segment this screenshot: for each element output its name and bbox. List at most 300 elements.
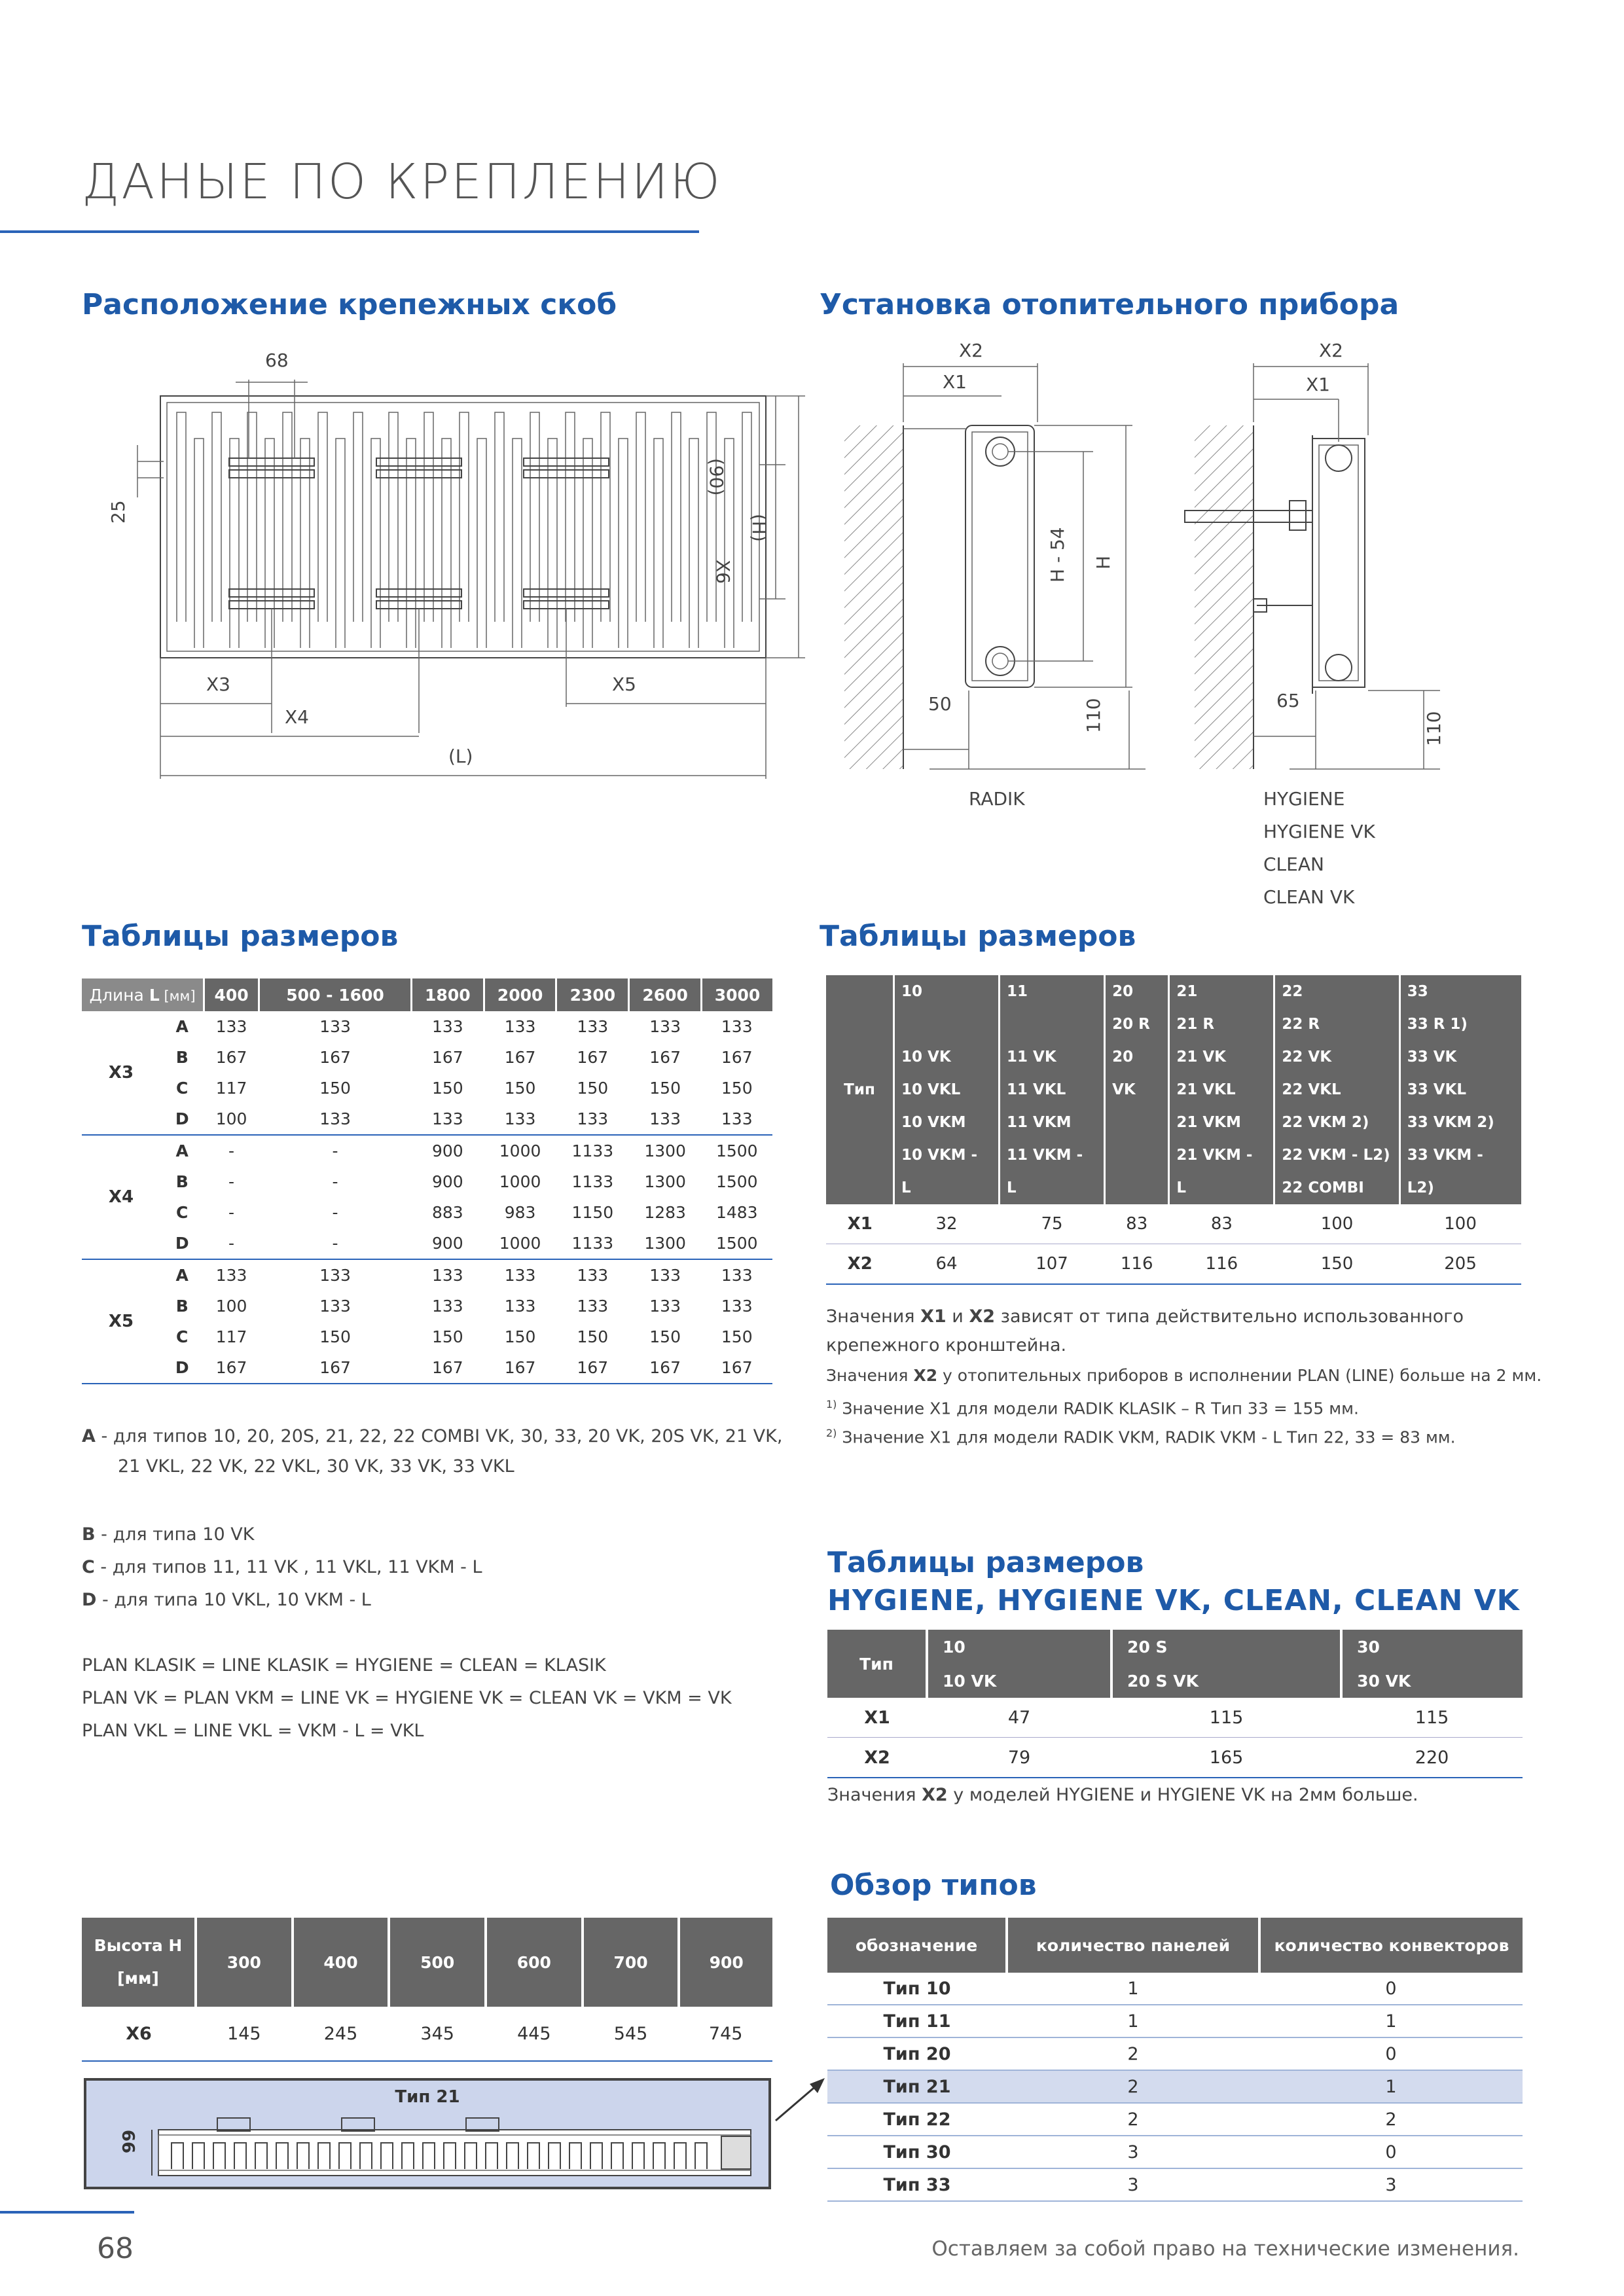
footer-note: Оставляем за собой право на технические изменения. — [931, 2237, 1519, 2261]
table-cell: 133 — [721, 1266, 753, 1285]
table-cell: 133 — [431, 1266, 463, 1285]
footnote-2: $^{2)}$ Значение X1 для модели RADIK VKM, RADIK VKM - L Тип 22, 33 = 83 мм. — [826, 1427, 1456, 1447]
table-cell: 1 — [1007, 1973, 1259, 2005]
hygiene-col: 10 VK — [927, 1664, 1111, 1698]
convector-fin — [353, 412, 363, 622]
table-cell: 64 — [894, 1244, 1000, 1285]
table-cell: 1000 — [484, 1228, 556, 1259]
convector-fin — [513, 439, 522, 648]
table-cell: 133 — [577, 1266, 609, 1285]
table-cell: 2 — [1007, 2103, 1259, 2136]
hygiene-col: 20 S — [1111, 1630, 1341, 1664]
col-header: 2300 — [556, 978, 629, 1011]
convector-fin — [672, 412, 681, 622]
table-row — [82, 1011, 772, 1042]
table-cell: 1500 — [715, 1172, 758, 1191]
table-cell: 167 — [629, 1352, 702, 1384]
type-column-21 — [1169, 975, 1274, 1204]
label-hygiene-vk: HYGIENE VK — [1263, 821, 1375, 842]
table-cell: 133 — [215, 1266, 247, 1285]
type-column-line: 33 VKM - L2) — [1407, 1147, 1483, 1196]
table-cell: 1 — [1007, 2005, 1259, 2037]
table-cell: 167 — [484, 1352, 556, 1384]
type-column-line: 10 VKM - L — [901, 1147, 978, 1196]
table-cell: 167 — [556, 1352, 629, 1384]
inset-dim-66: 66 — [118, 2129, 138, 2154]
dim-65: 65 — [1276, 690, 1300, 711]
table-cell: - — [332, 1172, 338, 1191]
hygiene-col: 20 S VK — [1111, 1664, 1341, 1698]
hygiene-corner: Тип — [827, 1630, 927, 1698]
height-col: 700 — [583, 1918, 679, 2007]
convector-fin — [530, 412, 539, 622]
table-cell: 3 — [1007, 2136, 1259, 2168]
table-cell: 133 — [411, 1103, 484, 1135]
type-column-10 — [894, 975, 1000, 1204]
table-cell: 167 — [259, 1352, 412, 1384]
convector-fin — [619, 439, 628, 648]
convector-fin — [689, 439, 698, 648]
table-cell: 150 — [319, 1327, 351, 1346]
table-cell: - — [204, 1228, 259, 1259]
type-column-line: 11 VK — [1007, 1049, 1056, 1066]
convector-fin — [194, 439, 204, 648]
row-key: D — [160, 1228, 204, 1259]
col-header: 500 - 1600 — [259, 978, 412, 1011]
overview-header: количество панелей — [1007, 1918, 1259, 1973]
table-cell: 2 — [1259, 2103, 1523, 2136]
convector-fin — [424, 412, 433, 622]
type-column-line: 33 VK — [1407, 1049, 1457, 1066]
table-row — [82, 1291, 772, 1321]
convector-fin — [283, 412, 292, 622]
dim-68: 68 — [265, 350, 289, 371]
arrow-icon — [769, 2075, 828, 2127]
table-cell: 1133 — [556, 1228, 629, 1259]
table-cell: 900 — [431, 1141, 463, 1160]
legend-b: B - для типа 10 VK — [82, 1524, 255, 1545]
table-cell: 133 — [556, 1103, 629, 1135]
type-column-line: 10 VKL — [901, 1081, 961, 1098]
height-corner: Высота H [мм] — [82, 1918, 196, 2007]
table-row — [82, 1352, 772, 1384]
table-cell: 3 — [1007, 2168, 1259, 2201]
row-key: Тип 20 — [827, 2037, 1007, 2070]
hygiene-col: 10 — [927, 1630, 1111, 1664]
table-cell: 150 — [721, 1327, 753, 1346]
type-column-line: 11 VKL — [1007, 1081, 1066, 1098]
height-cell: 745 — [679, 2007, 772, 2061]
type-column-line: 21 VKM - L — [1176, 1147, 1253, 1196]
section-title-brackets: Расположение крепежных скоб — [82, 288, 617, 321]
table-cell: 883 — [431, 1203, 463, 1222]
table-cell: 167 — [411, 1352, 484, 1384]
type-column-line — [1112, 1106, 1161, 1139]
table-cell: 150 — [319, 1079, 351, 1098]
convector-fin — [389, 412, 398, 622]
table-row — [827, 2168, 1523, 2201]
table-cell: 116 — [1105, 1244, 1169, 1285]
table-cell: 133 — [431, 1297, 463, 1316]
hygiene-cell: 47 — [1007, 1707, 1031, 1728]
hygiene-col: 30 VK — [1341, 1664, 1523, 1698]
table-cell: 150 — [721, 1079, 753, 1098]
bracket-layout-diagram — [79, 340, 805, 798]
table-cell: 167 — [702, 1352, 772, 1384]
table-row — [82, 1197, 772, 1228]
table-cell: 150 — [577, 1327, 609, 1346]
dim-25: 25 — [107, 500, 129, 524]
table-cell: 107 — [1000, 1244, 1105, 1285]
type-column-line — [1007, 1172, 1097, 1204]
note-x1-x2-cont: крепежного кронштейна. — [826, 1335, 1067, 1355]
type-21-section-drawing — [145, 2110, 767, 2182]
table-cell: 100 — [1274, 1204, 1399, 1244]
height-cell: 145 — [196, 2007, 293, 2061]
table-cell: 1000 — [499, 1141, 541, 1160]
table-cell: 0 — [1259, 1973, 1523, 2005]
table-cell: 100 — [215, 1297, 247, 1316]
table-cell: 117 — [215, 1079, 247, 1098]
row-key: C — [176, 1203, 189, 1222]
table-cell: 32 — [894, 1204, 1000, 1244]
type-column-line: 22 COMBI VK — [1282, 1179, 1364, 1229]
table-cell: 133 — [721, 1297, 753, 1316]
table-cell: 133 — [215, 1017, 247, 1036]
table-cell: 133 — [577, 1017, 609, 1036]
page-title: ДАНЫЕ ПО КРЕПЛЕНИЮ — [82, 154, 722, 210]
dim-50: 50 — [928, 693, 952, 715]
height-col: 300 — [196, 1918, 293, 2007]
table-cell: 1 — [1259, 2005, 1523, 2037]
hygiene-cell: 115 — [1209, 1707, 1244, 1728]
row-key: A — [175, 1266, 189, 1285]
table-cell: 133 — [649, 1017, 681, 1036]
table-cell: 150 — [431, 1327, 463, 1346]
table-cell: 133 — [702, 1103, 772, 1135]
table-cell: 1150 — [571, 1203, 614, 1222]
hygiene-cell: 115 — [1415, 1707, 1449, 1728]
col-header: 2000 — [484, 978, 556, 1011]
table-cell: 133 — [577, 1297, 609, 1316]
type-column-line: 20 VK — [1112, 1049, 1136, 1098]
type-column-line: 20 R — [1112, 1016, 1150, 1033]
type-column-line: 22 — [1282, 983, 1303, 1000]
height-row-key: X6 — [82, 2007, 196, 2061]
section-title-dims-left: Таблицы размеров — [82, 920, 399, 953]
section-title-hygiene-2: HYGIENE, HYGIENE VK, CLEAN, CLEAN VK — [827, 1584, 1520, 1617]
label-clean: CLEAN — [1263, 853, 1324, 875]
table-row — [82, 1166, 772, 1197]
table-cell: 133 — [319, 1297, 351, 1316]
height-col: 500 — [389, 1918, 486, 2007]
table-row — [827, 2103, 1523, 2136]
type-column-line — [1176, 1172, 1267, 1204]
col-header: 400 — [204, 978, 259, 1011]
type-column-line: 21 VK — [1176, 1049, 1226, 1066]
row-key: Тип 10 — [827, 1973, 1007, 2005]
height-col: 400 — [293, 1918, 389, 2007]
table-cell: 167 — [577, 1048, 609, 1067]
convector-fin — [212, 412, 221, 622]
table-cell: 0 — [1259, 2136, 1523, 2168]
dim-110-left: 110 — [1083, 698, 1104, 733]
table-row — [826, 1204, 1521, 1244]
table-cell: - — [332, 1203, 338, 1222]
table-cell: 1133 — [571, 1172, 614, 1191]
type-column-line: 22 VKM - L2) — [1282, 1147, 1390, 1164]
row-key: D — [160, 1103, 204, 1135]
type-column-line: 22 R — [1282, 1016, 1320, 1033]
table-cell: 150 — [1274, 1244, 1399, 1285]
table-cell: - — [228, 1141, 235, 1160]
dim-110-right: 110 — [1423, 711, 1445, 746]
dim-x4: X4 — [285, 706, 309, 728]
type-column-line: 21 R — [1176, 1016, 1215, 1033]
type-column-line — [1112, 1172, 1161, 1204]
length-dimensions-table — [82, 978, 772, 1384]
table-cell: 117 — [215, 1327, 247, 1346]
hygiene-cell: 220 — [1415, 1747, 1449, 1768]
table-cell: 133 — [504, 1297, 536, 1316]
table-cell: 133 — [504, 1266, 536, 1285]
table-row — [82, 1103, 772, 1135]
inset-title: Тип 21 — [395, 2087, 460, 2107]
type-column-line: 33 R 1) — [1407, 1016, 1468, 1033]
overview-header: количество конвекторов — [1259, 1918, 1523, 1973]
table-cell: 167 — [319, 1048, 351, 1067]
table-cell: 1000 — [499, 1172, 541, 1191]
table-row — [826, 1244, 1521, 1285]
hygiene-cell: 165 — [1209, 1747, 1244, 1768]
height-cell: 545 — [583, 2007, 679, 2061]
table-cell: 116 — [1169, 1244, 1274, 1285]
type-column-line: 33 VKL — [1407, 1081, 1466, 1098]
row-key: Тип 33 — [827, 2168, 1007, 2201]
types-overview-table — [827, 1918, 1523, 2202]
legend-c: C - для типов 11, 11 VK , 11 VKL, 11 VKM - L — [82, 1557, 482, 1577]
section-title-dims-right: Таблицы размеров — [820, 920, 1136, 953]
table-cell: 983 — [504, 1203, 536, 1222]
table-cell: - — [332, 1141, 338, 1160]
type-column-line: 11 VKM — [1007, 1114, 1072, 1131]
dim-h-install: H — [1092, 555, 1114, 569]
convector-fin — [566, 412, 575, 622]
convector-fin — [707, 412, 716, 622]
row-key: B — [175, 1172, 189, 1191]
convector-fin — [636, 412, 645, 622]
height-cell: 345 — [389, 2007, 486, 2061]
table-cell: 150 — [577, 1079, 609, 1098]
dim-x2-left: X2 — [959, 340, 983, 361]
convector-fin — [495, 412, 504, 622]
dim-x6: X6 — [712, 560, 734, 584]
col-header: 3000 — [702, 978, 772, 1011]
table-cell: 133 — [649, 1266, 681, 1285]
table-cell: 1283 — [644, 1203, 686, 1222]
table-cell: 150 — [649, 1327, 681, 1346]
row-key: Тип 22 — [827, 2103, 1007, 2136]
type-column-line — [1112, 1139, 1161, 1172]
type-column-line — [1007, 1008, 1097, 1041]
table-cell: 1500 — [715, 1141, 758, 1160]
table-row — [827, 2005, 1523, 2037]
table-cell: 205 — [1399, 1244, 1521, 1285]
table-cell: - — [228, 1172, 235, 1191]
hygiene-cell: 79 — [1007, 1747, 1031, 1768]
table-row — [82, 1135, 772, 1166]
dim-x1-left: X1 — [943, 371, 967, 393]
type-column-line: 11 VKM - L — [1007, 1147, 1083, 1196]
table-cell: 1483 — [715, 1203, 758, 1222]
type-column-line: 33 VKM 2) — [1407, 1114, 1494, 1131]
table-row — [827, 2136, 1523, 2168]
row-key: C — [176, 1079, 189, 1098]
table-cell: 1133 — [571, 1141, 614, 1160]
table-cell: 167 — [649, 1048, 681, 1067]
table-cell: 1300 — [644, 1141, 686, 1160]
table-row — [827, 1973, 1523, 2005]
group-label: X5 — [82, 1259, 160, 1384]
table-row — [82, 1259, 772, 1291]
table-cell: 1300 — [644, 1172, 686, 1191]
page-number: 68 — [97, 2232, 134, 2265]
row-key: Тип 21 — [827, 2070, 1007, 2103]
convector-fin — [318, 412, 327, 622]
type-table-corner: Тип — [826, 975, 894, 1204]
row-key: B — [175, 1048, 189, 1067]
hygiene-table — [827, 1630, 1523, 1778]
table-cell: 150 — [431, 1079, 463, 1098]
footer-rule — [0, 2211, 134, 2214]
length-table-corner: Длина L [мм] — [82, 978, 204, 1011]
table-cell: 150 — [504, 1079, 536, 1098]
table-cell: 1300 — [629, 1228, 702, 1259]
section-title-hygiene-1: Таблицы размеров — [827, 1546, 1144, 1579]
hygiene-note: Значения X2 у моделей HYGIENE и HYGIENE VK на 2мм больше. — [827, 1785, 1418, 1805]
convector-fin — [177, 412, 186, 622]
table-row — [82, 1228, 772, 1259]
table-cell: 167 — [431, 1048, 463, 1067]
table-cell: 133 — [259, 1103, 412, 1135]
height-cell: 445 — [486, 2007, 583, 2061]
installation-diagram — [831, 337, 1499, 908]
table-cell: 133 — [319, 1266, 351, 1285]
table-row — [82, 1073, 772, 1103]
table-cell: 133 — [721, 1017, 753, 1036]
table-cell: 900 — [411, 1228, 484, 1259]
table-cell: 1500 — [702, 1228, 772, 1259]
row-key: X2 — [826, 1244, 894, 1285]
type-column-line: 11 — [1007, 983, 1028, 1000]
height-table — [82, 1918, 772, 2062]
table-cell: 1 — [1259, 2070, 1523, 2103]
type-column-line: 22 VKM 2) — [1282, 1114, 1369, 1131]
hygiene-row-key: X1 — [864, 1707, 890, 1728]
table-row — [82, 1042, 772, 1073]
label-hygiene: HYGIENE — [1263, 788, 1345, 810]
row-key: A — [175, 1141, 189, 1160]
table-cell: 133 — [431, 1017, 463, 1036]
row-key: X1 — [826, 1204, 894, 1244]
type-column-line: 21 — [1176, 983, 1198, 1000]
legend-a: A - для типов 10, 20, 20S, 21, 22, 22 COMBI VK, 30, 33, 20 VK, 20S VK, 21 VK, — [82, 1426, 783, 1446]
overview-header: обозначение — [827, 1918, 1007, 1973]
dim-x2-right: X2 — [1319, 340, 1343, 361]
dim-h: (H) — [748, 514, 770, 542]
type-column-line: 22 VKL — [1282, 1081, 1341, 1098]
convector-fin — [654, 439, 663, 648]
table-cell: - — [259, 1228, 412, 1259]
type-column-20 — [1105, 975, 1169, 1204]
table-cell: 133 — [504, 1017, 536, 1036]
section-title-install: Установка отопительного прибора — [820, 288, 1399, 321]
height-col: 900 — [679, 1918, 772, 2007]
table-cell: 100 — [204, 1103, 259, 1135]
label-clean-vk: CLEAN VK — [1263, 886, 1355, 908]
table-cell: 150 — [504, 1327, 536, 1346]
group-label: X4 — [82, 1135, 160, 1259]
convector-fin — [477, 439, 486, 648]
section-title-types: Обзор типов — [830, 1869, 1037, 1902]
type-column-line: 10 VKM — [901, 1114, 966, 1131]
type-offset-table — [826, 975, 1521, 1285]
table-cell: 900 — [431, 1172, 463, 1191]
type-column-line: 21 VKM — [1176, 1114, 1241, 1131]
equivalence-3: PLAN VKL = LINE VKL = VKM - L = VKL — [82, 1721, 424, 1741]
dim-90: (90) — [706, 458, 727, 496]
title-rule — [0, 230, 699, 233]
table-cell: 3 — [1259, 2168, 1523, 2201]
equivalence-1: PLAN KLASIK = LINE KLASIK = HYGIENE = CLEAN = KLASIK — [82, 1655, 606, 1676]
col-header: 1800 — [411, 978, 484, 1011]
row-key: Тип 11 — [827, 2005, 1007, 2037]
row-key: A — [175, 1017, 189, 1036]
type-column-line: 10 VK — [901, 1049, 951, 1066]
row-key: Тип 30 — [827, 2136, 1007, 2168]
table-cell: 75 — [1000, 1204, 1105, 1244]
dim-h-54: H - 54 — [1047, 527, 1068, 583]
table-row — [827, 2070, 1523, 2103]
note-x1-x2: Значения X1 и X2 зависят от типа действительно использованного — [826, 1306, 1464, 1327]
type-column-line: 10 — [901, 983, 923, 1000]
table-cell: 2 — [1007, 2070, 1259, 2103]
height-cell: 245 — [293, 2007, 389, 2061]
type-column-line: 21 VKL — [1176, 1081, 1236, 1098]
label-radik: RADIK — [969, 788, 1025, 810]
type-column-line: 22 VK — [1282, 1049, 1332, 1066]
equivalence-2: PLAN VK = PLAN VKM = LINE VK = HYGIENE VK = CLEAN VK = VKM = VK — [82, 1688, 732, 1708]
table-cell: 167 — [204, 1352, 259, 1384]
type-column-11 — [1000, 975, 1105, 1204]
table-cell: 83 — [1169, 1204, 1274, 1244]
type-column-line — [901, 1172, 992, 1204]
row-key: C — [176, 1327, 189, 1346]
table-cell: - — [228, 1203, 235, 1222]
dim-x3: X3 — [206, 673, 230, 695]
table-row — [827, 2037, 1523, 2070]
table-row — [82, 1321, 772, 1352]
table-cell: 0 — [1259, 2037, 1523, 2070]
table-cell: 133 — [649, 1297, 681, 1316]
table-cell: 133 — [319, 1017, 351, 1036]
dim-x5: X5 — [612, 673, 636, 695]
group-label: X3 — [82, 1011, 160, 1135]
table-cell: 167 — [215, 1048, 247, 1067]
table-cell: 167 — [504, 1048, 536, 1067]
convector-fin — [336, 439, 345, 648]
table-cell: 2 — [1007, 2037, 1259, 2070]
